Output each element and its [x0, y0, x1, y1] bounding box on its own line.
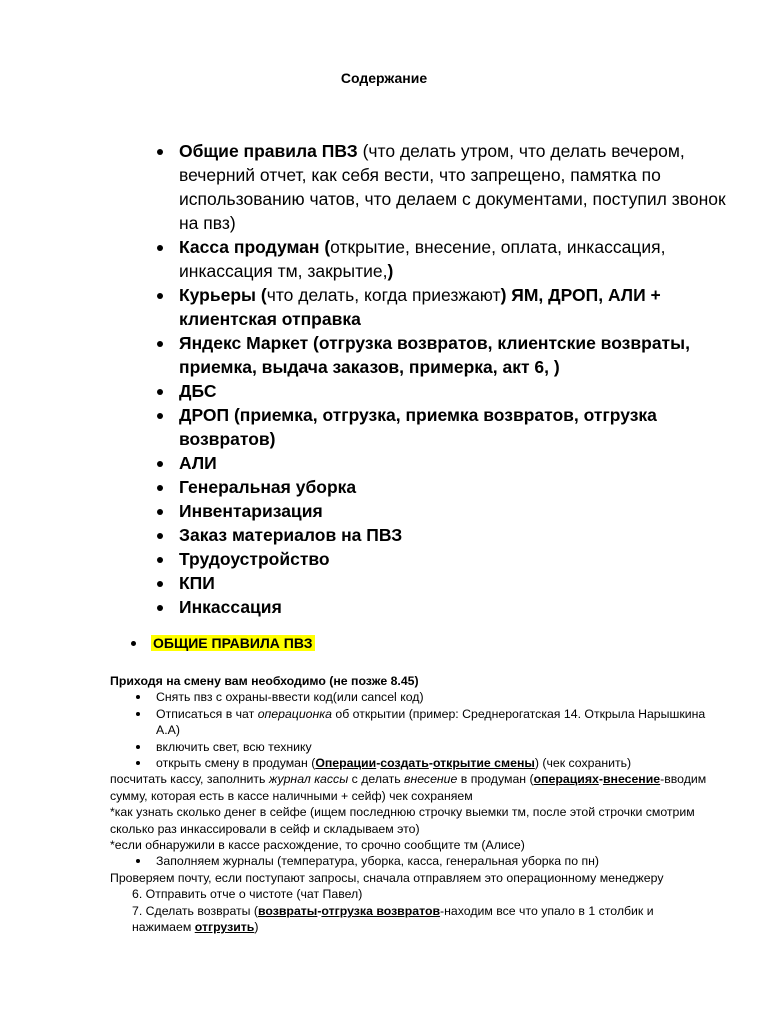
- paragraph: посчитать кассу, заполнить журнал кассы с делать внесение в продуман (операциях-внесение-вводим сумму, которая есть в кассе наличными + сейф) чек сохраняем: [110, 772, 707, 803]
- section-body: [110, 673, 710, 936]
- toc-item: Инкассация: [157, 595, 737, 619]
- page-title: Содержание: [340, 70, 428, 86]
- list-item: Отписаться в чат операционка об открытии (пример: Среднерогатская 14. Открыла Нарышкина А.А): [110, 706, 710, 739]
- list-item: Заполняем журналы (температура, уборка, касса, генеральная уборка по пн): [110, 853, 710, 869]
- highlighted-heading: ОБЩИЕ ПРАВИЛА ПВЗ: [153, 635, 313, 651]
- list-item: Снять пвз с охраны-ввести код(или cancel код): [110, 689, 710, 705]
- table-of-contents: [157, 139, 737, 619]
- toc-item: Заказ материалов на ПВЗ: [157, 523, 737, 547]
- list-item: включить свет, всю технику: [110, 739, 710, 755]
- toc-item: КПИ: [157, 571, 737, 595]
- paragraph: *как узнать сколько денег в сейфе (ищем последнюю строчку выемки тм, после этой строчки смотрим сколько раз инкассировали в сейф и складываем это): [110, 805, 695, 836]
- numbered-item: 6. Отправить отче о чистоте (чат Павел): [132, 887, 363, 902]
- toc-item: Яндекс Маркет (отгрузка возвратов, клиентские возвраты, приемка, выдача заказов, примерка, акт 6, ): [157, 331, 737, 379]
- toc-item: Касса продуман (открытие, внесение, оплата, инкассация, инкассация тм, закрытие,): [157, 235, 737, 283]
- paragraph: *если обнаружили в кассе расхождение, то срочно сообщите тм (Алисе): [110, 838, 525, 853]
- numbered-item: 7. Сделать возвраты (возвраты-отгрузка возвратов-находим все что упало в 1 столбик и нажимаем отгрузить): [132, 903, 654, 935]
- toc-item: Инвентаризация: [157, 499, 737, 523]
- list-item: открыть смену в продуман (Операции-создать-открытие смены) (чек сохранить): [110, 755, 710, 771]
- toc-item: ДРОП (приемка, отгрузка, приемка возвратов, отгрузка возвратов): [157, 403, 737, 451]
- toc-item: Общие правила ПВЗ (что делать утром, что делать вечером, вечерний отчет, как себя вести, что запрещено, памятка по использованию чатов, что делаем с документами, поступил звонок на пвз): [157, 139, 737, 235]
- toc-item: АЛИ: [157, 451, 737, 475]
- toc-item: Трудоустройство: [157, 547, 737, 571]
- toc-item: Курьеры (что делать, когда приезжают) ЯМ, ДРОП, АЛИ + клиентская отправка: [157, 283, 737, 331]
- toc-item: Генеральная уборка: [157, 475, 737, 499]
- intro-line: Приходя на смену вам необходимо (не позже 8.45): [110, 674, 419, 688]
- section-heading: [131, 635, 315, 651]
- paragraph: Проверяем почту, если поступают запросы, сначала отправляем это операционному менеджеру: [110, 870, 664, 885]
- toc-item: ДБС: [157, 379, 737, 403]
